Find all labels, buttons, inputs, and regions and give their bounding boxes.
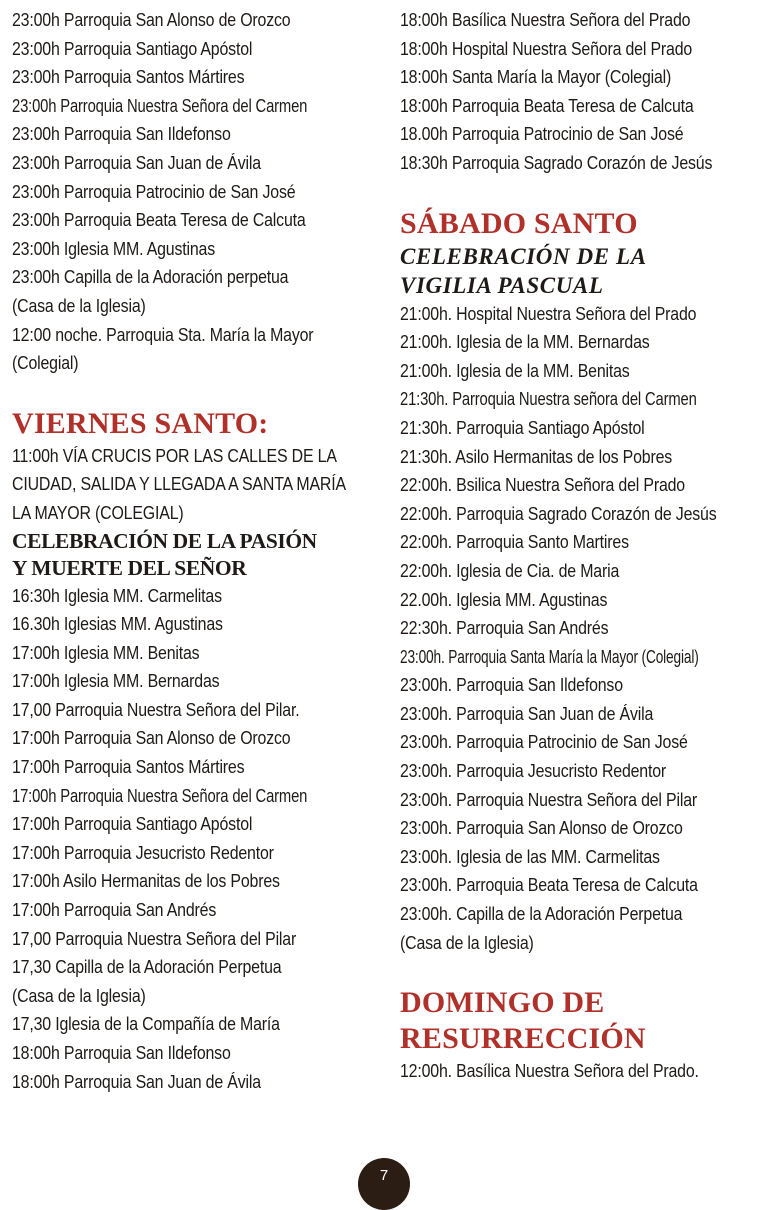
schedule-line: 18:00h Parroquia San Juan de Ávila bbox=[12, 1070, 261, 1092]
schedule-line: LA MAYOR (COLEGIAL) bbox=[12, 501, 184, 523]
schedule-line: 23:00h Parroquia Patrocinio de San José bbox=[12, 180, 296, 202]
schedule-line: 23:00h. Parroquia Patrocinio de San José bbox=[400, 731, 688, 753]
schedule-list-jueves bbox=[12, 6, 384, 378]
schedule-line: 17:00h Iglesia MM. Bernardas bbox=[12, 670, 220, 692]
schedule-line: 22:00h. Parroquia Santo Martires bbox=[400, 531, 629, 553]
schedule-line: 21:30h. Parroquia Santiago Apóstol bbox=[400, 416, 645, 438]
schedule-line: 23:00h. Capilla de la Adoración Perpetua bbox=[400, 903, 683, 925]
schedule-line: 18:00h Basílica Nuestra Señora del Prado bbox=[400, 9, 691, 30]
schedule-line: 23:00h Iglesia MM. Agustinas bbox=[12, 237, 216, 259]
schedule-line: 12:00 noche. Parroquia Sta. María la Mayor bbox=[12, 323, 314, 345]
schedule-line: 23:00h. Parroquia Beata Teresa de Calcuta bbox=[400, 874, 698, 896]
schedule-line: 23:00h. Parroquia San Ildefonso bbox=[400, 674, 623, 696]
schedule-line: 17,30 Capilla de la Adoración Perpetua bbox=[12, 956, 282, 978]
schedule-list-domingo bbox=[400, 1057, 766, 1086]
pasion-subheading bbox=[12, 528, 384, 582]
schedule-line: 17:00h Asilo Hermanitas de los Pobres bbox=[12, 870, 280, 892]
schedule-line: 23:00h Parroquia Santos Mártires bbox=[12, 66, 245, 88]
schedule-line: 23:00h Capilla de la Adoración perpetua bbox=[12, 266, 289, 288]
schedule-line: 17:00h Parroquia San Andrés bbox=[12, 899, 217, 921]
schedule-line: 18.00h Parroquia Patrocinio de San José bbox=[400, 123, 684, 145]
schedule-line: (Casa de la Iglesia) bbox=[12, 294, 146, 316]
schedule-line: 22.00h. Iglesia MM. Agustinas bbox=[400, 588, 608, 610]
right-column bbox=[400, 6, 766, 1086]
schedule-line: (Casa de la Iglesia) bbox=[400, 931, 534, 953]
heading-line: RESURRECCIÓN bbox=[400, 1022, 646, 1056]
schedule-line: 17:00h Iglesia MM. Benitas bbox=[12, 641, 200, 663]
sabado-santo-heading: SÁBADO SANTO bbox=[400, 206, 638, 240]
schedule-line: 22:00h. Parroquia Sagrado Corazón de Jesús bbox=[400, 502, 717, 524]
schedule-line: 21:30h. Parroquia Nuestra señora del Carmen bbox=[400, 388, 697, 410]
schedule-line: 22:30h. Parroquia San Andrés bbox=[400, 617, 609, 639]
schedule-line: 17,30 Iglesia de la Compañía de María bbox=[12, 1013, 280, 1035]
schedule-list-viernes-cont bbox=[400, 6, 766, 178]
domingo-resurreccion-heading bbox=[400, 985, 766, 1057]
heading-line: DOMINGO DE bbox=[400, 986, 605, 1020]
schedule-line: 17:00h Parroquia San Alonso de Orozco bbox=[12, 727, 291, 749]
schedule-line: 22:00h. Bsilica Nuestra Señora del Prado bbox=[400, 474, 685, 496]
schedule-line: 17,00 Parroquia Nuestra Señora del Pilar bbox=[12, 927, 297, 949]
section-gap bbox=[400, 178, 766, 206]
schedule-line: 23:00h Parroquia San Juan de Ávila bbox=[12, 151, 261, 173]
schedule-line: 18:30h Parroquia Sagrado Corazón de Jesús bbox=[400, 151, 713, 173]
schedule-line: (Colegial) bbox=[12, 352, 79, 374]
subheading-line: VIGILIA PASCUAL bbox=[400, 272, 604, 298]
schedule-line: 17:00h Parroquia Jesucristo Redentor bbox=[12, 841, 274, 863]
schedule-line: 23:00h Parroquia San Alonso de Orozco bbox=[12, 9, 291, 30]
schedule-line: 23:00h. Parroquia Santa María la Mayor (Colegial) bbox=[400, 645, 699, 667]
schedule-line: 18:00h Parroquia San Ildefonso bbox=[12, 1042, 231, 1063]
subheading-line: CELEBRACIÓN DE LA PASIÓN bbox=[12, 528, 317, 553]
schedule-line: 18:00h Hospital Nuestra Señora del Prado bbox=[400, 37, 693, 59]
schedule-line: 18:00h Santa María la Mayor (Colegial) bbox=[400, 66, 672, 88]
subheading-line: CELEBRACIÓN DE LA bbox=[400, 243, 647, 269]
schedule-line: 23:00h. Parroquia Jesucristo Redentor bbox=[400, 760, 667, 782]
schedule-line: 16.30h Iglesias MM. Agustinas bbox=[12, 613, 223, 635]
schedule-line: 17:00h Parroquia Santos Mártires bbox=[12, 756, 245, 778]
via-crucis-block bbox=[12, 442, 384, 528]
section-gap bbox=[400, 957, 766, 985]
schedule-line: 23:00h Parroquia Nuestra Señora del Carmen bbox=[12, 94, 308, 116]
viernes-santo-heading: VIERNES SANTO: bbox=[12, 406, 269, 440]
schedule-line: (Casa de la Iglesia) bbox=[12, 984, 146, 1006]
schedule-line: 17:00h Parroquia Santiago Apóstol bbox=[12, 813, 253, 835]
page-number-badge: 7 bbox=[358, 1158, 410, 1210]
schedule-line: 12:00h. Basílica Nuestra Señora del Prado. bbox=[400, 1060, 699, 1082]
subheading-line: Y MUERTE DEL SEÑOR bbox=[12, 555, 247, 580]
schedule-line: 21:00h. Iglesia de la MM. Bernardas bbox=[400, 331, 650, 353]
schedule-line: 21:00h. Hospital Nuestra Señora del Prado bbox=[400, 302, 697, 324]
schedule-line: 17:00h Parroquia Nuestra Señora del Carmen bbox=[12, 784, 308, 806]
schedule-line: 16:30h Iglesia MM. Carmelitas bbox=[12, 584, 222, 606]
left-column bbox=[12, 6, 384, 1096]
schedule-list-viernes bbox=[12, 582, 384, 1097]
schedule-list-sabado bbox=[400, 300, 766, 958]
schedule-line: 21:30h. Asilo Hermanitas de los Pobres bbox=[400, 445, 673, 467]
vigilia-subheading bbox=[400, 242, 766, 300]
schedule-line: 11:00h VÍA CRUCIS POR LAS CALLES DE LA bbox=[12, 444, 337, 466]
schedule-line: 23:00h Parroquia Santiago Apóstol bbox=[12, 37, 253, 59]
schedule-line: 17,00 Parroquia Nuestra Señora del Pilar. bbox=[12, 698, 300, 720]
schedule-line: 23:00h Parroquia Beata Teresa de Calcuta bbox=[12, 209, 306, 231]
schedule-line: 23:00h. Parroquia Nuestra Señora del Pilar bbox=[400, 788, 698, 810]
schedule-line: 23:00h Parroquia San Ildefonso bbox=[12, 123, 231, 145]
schedule-line: CIUDAD, SALIDA Y LLEGADA A SANTA MARÍA bbox=[12, 473, 346, 495]
schedule-line: 21:00h. Iglesia de la MM. Benitas bbox=[400, 359, 630, 381]
schedule-line: 23:00h. Parroquia San Alonso de Orozco bbox=[400, 817, 683, 839]
schedule-line: 18:00h Parroquia Beata Teresa de Calcuta bbox=[400, 94, 694, 116]
section-gap bbox=[12, 378, 384, 406]
schedule-line: 23:00h. Iglesia de las MM. Carmelitas bbox=[400, 845, 660, 867]
schedule-line: 23:00h. Parroquia San Juan de Ávila bbox=[400, 702, 654, 724]
schedule-line: 22:00h. Iglesia de Cia. de Maria bbox=[400, 559, 620, 581]
